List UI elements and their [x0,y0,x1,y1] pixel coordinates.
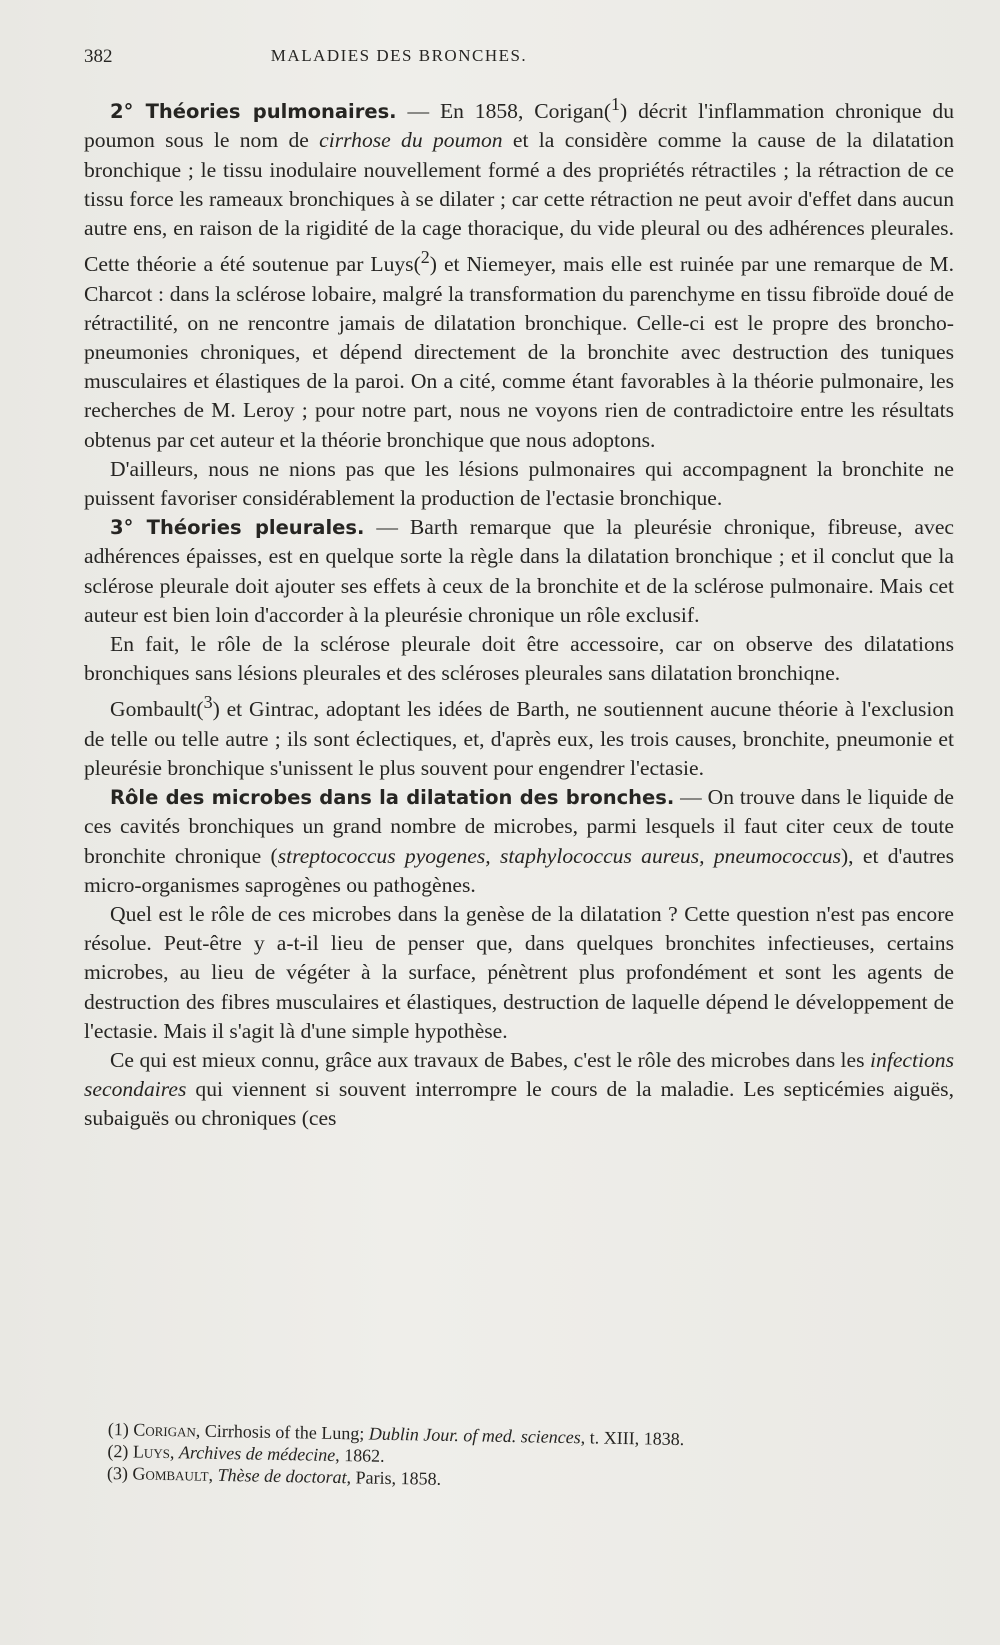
paragraph: D'ailleurs, nous ne nions pas que les lésions pulmonaires qui accompagnent la bronchite ne puissent favoriser considérablement la production de l'ectasie bronchique. [84,456,954,511]
footnote-ref-2: 2 [420,247,430,268]
italic-term: streptococcus pyogenes, staphylococcus aureus, pneumococcus [277,843,841,868]
page-number: 382 [84,46,113,67]
paragraph: Ce qui est mieux connu, grâce aux travaux de Babes, c'est le rôle des microbes dans les infections secondaires qui viennent si souvent interrompre le cours de la maladie. Les septicémies aiguës, subaiguës ou chroniques (ces [84,1048,954,1131]
paragraph-microbes: Rôle des microbes dans la dilatation des bronches. — On trouve dans le liquide de ces cavités bronchiques un grand nombre de microbes, parmi lesquels il faut citer ceux de toute bronchite chronique (streptococcus pyogenes, staphylococcus aureus, pneumococcus), et d'autres micro-organismes saprogènes ou pathogènes. [84,785,954,897]
footnote: (2) Luys, Archives de médecine, 1862. [107,1440,385,1466]
footnote-ref-1: 1 [611,94,621,114]
paragraph-pulmonary-theories: 2° Théories pulmonaires. — En 1858, Corigan($^1$) décrit l'inflammation chronique du poumon sous le nom de cirrhose du poumon et la considère comme la cause de la dilatation bronchique ; le tissu inodulaire nouvellement formé a des propriétés rétractiles ; la rétraction de ce tissu force les rameaux bronchiques à se dilater ; car cette rétraction ne peut avoir d'effet dans aucun autre ens, en raison de la rigidité de la cage thoracique, du vide pleural ou des adhérences pleurales. Cette théorie a été soutenue par Luys($^2$) et Niemeyer, mais elle est ruinée par une remarque de M. Charcot : dans la sclérose lobaire, malgré la transformation du parenchyme en tissu fibroïde doué de rétractilité, on ne rencontre jamais de dilatation bronchique. Celle-ci est le propre des broncho-pneumonies chroniques, et dépend directement de la bronchite avec destruction des tuniques musculaires et élastiques de la paroi. On a cité, comme étant favorables à la théorie pulmonaire, les recherches de M. Leroy ; pour notre part, nous ne voyons rien de contradictoire entre les résultats obtenus par cet auteur et la théorie bronchique que nous adoptons. [84,94,954,452]
italic-term: cirrhose du poumon [319,128,503,153]
footnote-ref-3: 3 [203,692,213,713]
italic-term: infections secondaires [84,1048,954,1102]
footnote: (3) Gombault, Thèse de doctorat, Paris, 1858. [106,1462,442,1489]
footnote: (1) Corigan, Cirrhosis of the Lung; Dublin Jour. of med. sciences, t. XIII, 1838. [107,1418,685,1450]
page-header [84,46,674,76]
paragraph-pleural-theories: 3° Théories pleurales. — Barth remarque que la pleurésie chronique, fibreuse, avec adhérences épaisses, est en quelque sorte la règle dans la dilatation bronchique ; et il conclut que la sclérose pleurale doit ajouter ses effets à ceux de la bronchite et de la sclérose pulmonaire. Mais cet auteur est bien loin d'accorder à la pleurésie chronique un rôle exclusif. [84,515,954,627]
footnotes [107,1418,928,1498]
section-heading-microbes: Rôle des microbes dans la dilatation des bronches. [110,786,675,810]
section-heading-pleural: 3° Théories pleurales. [110,516,365,540]
paragraph: En fait, le rôle de la sclérose pleurale doit être accessoire, car on observe des dilatations bronchiques sans lésions pleurales et des scléroses pleurales sans dilatation bronchiqne. [84,632,954,686]
body-text [84,90,954,1134]
paragraph: Gombault($^3$) et Gintrac, adoptant les idées de Barth, ne soutiennent aucune théorie à l'exclusion de telle ou telle autre ; ils sont éclectiques, et, d'après eux, les trois causes, bronchite, pneumonie et pleurésie bronchique s'unissent le plus souvent pour engendrer l'ectasie. [84,692,954,781]
running-title: MALADIES DES BRONCHES. [270,46,528,65]
paragraph: Quel est le rôle de ces microbes dans la genèse de la dilatation ? Cette question n'est pas encore résolue. Peut-être y a-t-il lieu de penser que, dans quelques bronchites infectieuses, certains microbes, au lieu de végéter à la surface, pénètrent plus profondément et sont les agents de destruction des fibres musculaires et élastiques, destruction de laquelle dépend le développement de l'ectasie. Mais il s'agit là d'une simple hypothèse. [84,902,954,1043]
section-heading-pulmonary: 2° Théories pulmonaires. [110,100,397,124]
